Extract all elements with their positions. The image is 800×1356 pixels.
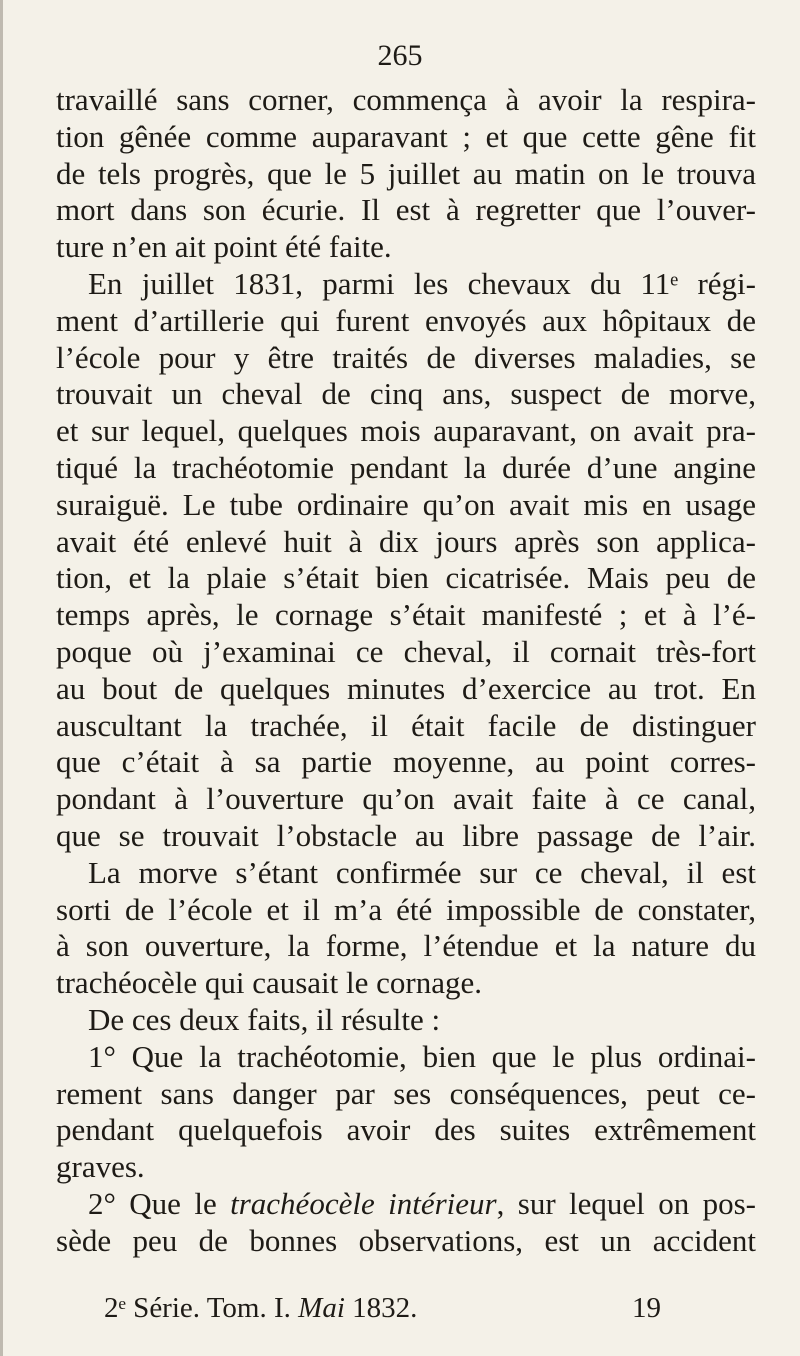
- text-line: de tels progrès, que le 5 juillet au matin on le trouva: [56, 155, 756, 191]
- text-line: sède peu de bonnes observations, est un accident: [56, 1222, 756, 1258]
- text-line: sorti de l’école et il m’a été impossible de constater,: [56, 891, 756, 927]
- text-fragment: 2° Que le: [88, 1185, 231, 1221]
- text-line: que c’était à sa partie moyenne, au point corres-: [56, 744, 756, 780]
- page-edge-left: [0, 0, 3, 1356]
- text-fragment: , sur lequel on pos-: [496, 1185, 756, 1221]
- text-line: ture n’en ait point été faite.: [56, 229, 392, 265]
- issue-year: 1832.: [352, 1292, 418, 1324]
- text-line: auscultant la trachée, il était facile de distinguer: [56, 707, 756, 743]
- text-line: à son ouverture, la forme, l’étendue et la nature du: [56, 928, 756, 964]
- text-line: tion gênée comme auparavant ; et que cette gêne fit: [56, 118, 756, 154]
- text-line: poque où j’examinai ce cheval, il cornait très-fort: [56, 633, 756, 669]
- text-line: mort dans son écurie. Il est à regretter que l’ouver-: [56, 192, 756, 228]
- text-line: La morve s’étant confirmée sur ce cheval, il est: [88, 854, 756, 890]
- italic-term: trachéocèle intérieur: [230, 1185, 497, 1221]
- signature-mark: 19: [632, 1292, 661, 1324]
- text-line: suraiguë. Le tube ordinaire qu’on avait mis en usage: [56, 486, 756, 522]
- text-line: et sur lequel, quelques mois auparavant, on avait pra-: [56, 413, 756, 449]
- text-line: En juillet 1831, parmi les chevaux du 11ᵉ régi-: [88, 265, 756, 301]
- text-line: l’école pour y être traités de diverses maladies, se: [56, 339, 756, 375]
- footer-signature-line: [104, 1290, 417, 1326]
- text-line: tiqué la trachéotomie pendant la durée d’une angine: [56, 449, 756, 485]
- body-text: [56, 82, 756, 1260]
- text-line: que se trouvait l’obstacle au libre passage de l’air.: [56, 817, 756, 853]
- text-line: pendant quelquefois avoir des suites extrêmement: [56, 1112, 756, 1148]
- issue-month: Mai: [298, 1292, 345, 1324]
- text-line: trachéocèle qui causait le cornage.: [56, 965, 483, 1001]
- text-line: au bout de quelques minutes d’exercice au trot. En: [56, 670, 756, 706]
- text-line: pondant à l’ouverture qu’on avait faite à ce canal,: [56, 781, 756, 817]
- series-volume: 2ᵉ Série. Tom. I.: [104, 1292, 291, 1324]
- text-line: travaillé sans corner, commença à avoir la respira-: [56, 82, 756, 117]
- text-line: ment d’artillerie qui furent envoyés aux hôpitaux de: [56, 302, 756, 338]
- text-line: 1° Que la trachéotomie, bien que le plus ordinai-: [88, 1038, 756, 1074]
- text-line-italic-phrase: [56, 1186, 756, 1223]
- text-line: trouvait un cheval de cinq ans, suspect de morve,: [56, 376, 756, 412]
- text-line: De ces deux faits, il résulte :: [88, 1001, 441, 1037]
- text-line: temps après, le cornage s’était manifesté ; et à l’é-: [56, 597, 756, 633]
- text-line: avait été enlevé huit à dix jours après son applica-: [56, 523, 756, 559]
- text-line: rement sans danger par ses conséquences, peut ce-: [56, 1075, 756, 1111]
- text-line: tion, et la plaie s’était bien cicatrisée. Mais peu de: [56, 560, 756, 596]
- page-number: 265: [377, 39, 423, 72]
- text-line: graves.: [56, 1149, 145, 1185]
